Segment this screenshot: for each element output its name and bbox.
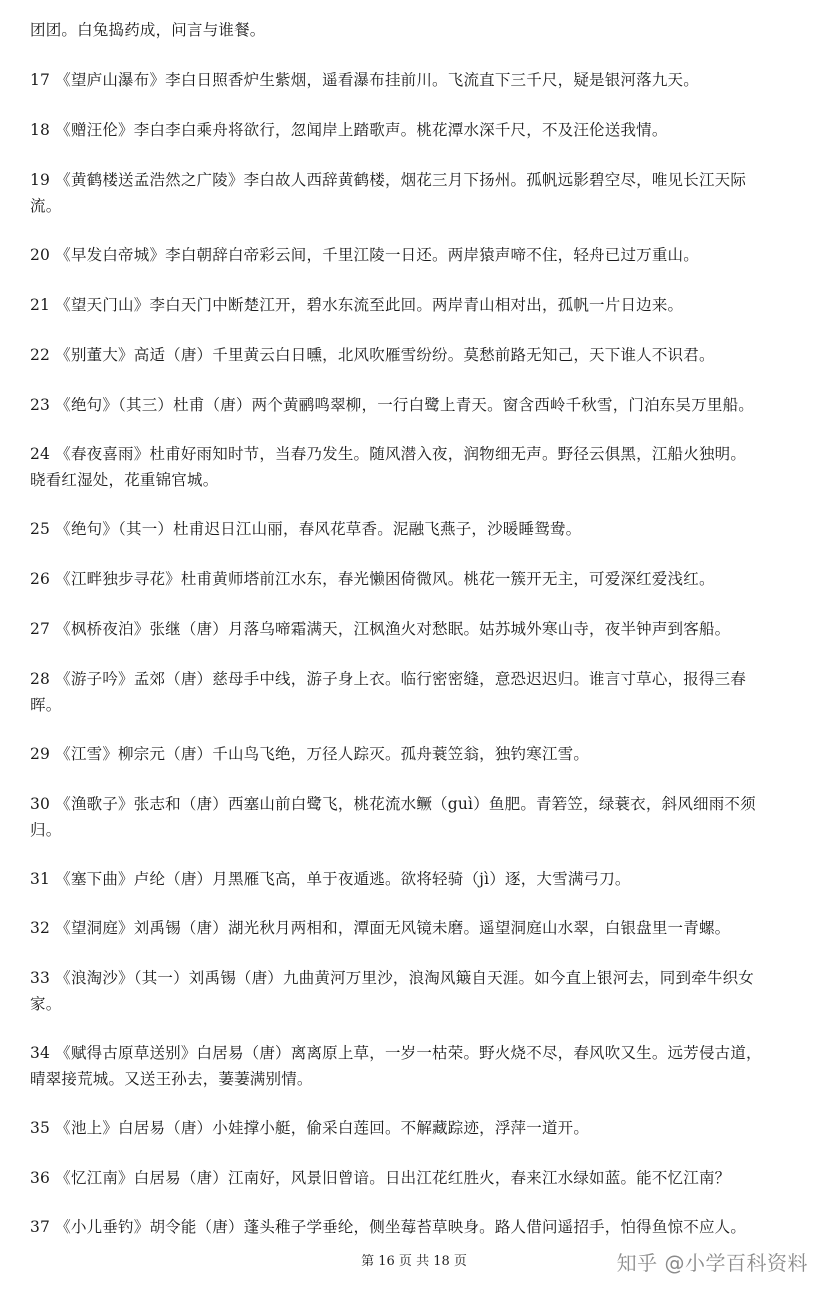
poem-33-continued: 家。 [30, 995, 62, 1013]
poem-25: 25 《绝句》（其一）杜甫迟日江山丽，春风花草香。泥融飞燕子，沙暖睡鸳鸯。 [30, 520, 582, 538]
text-line: 团团。白兔捣药成，问言与谁餐。 [30, 21, 266, 39]
poem-24-continued: 晓看红湿处，花重锦官城。 [30, 471, 219, 489]
poem-27: 27 《枫桥夜泊》张继（唐）月落乌啼霜满天，江枫渔火对愁眠。姑苏城外寒山寺，夜半钟声到客船。 [30, 620, 731, 638]
poem-18: 18 《赠汪伦》李白李白乘舟将欲行，忽闻岸上踏歌声。桃花潭水深千尺，不及汪伦送我情。 [30, 121, 668, 139]
poem-37: 37 《小儿垂钓》胡令能（唐）蓬头稚子学垂纶，侧坐莓苔草映身。路人借问遥招手，怕得鱼惊不应人。 [30, 1218, 747, 1236]
poem-19-continued: 流。 [30, 197, 62, 215]
poem-31: 31 《塞下曲》卢纶（唐）月黑雁飞高，单于夜遁逃。欲将轻骑（jì）逐，大雪满弓刀。 [30, 870, 631, 888]
poem-33: 33 《浪淘沙》（其一）刘禹锡（唐）九曲黄河万里沙，浪淘风簸自天涯。如今直上银河去，同到牵牛织女 [30, 969, 755, 987]
poem-34-continued: 晴翠接荒城。又送王孙去，萋萋满别情。 [30, 1070, 313, 1088]
poem-17: 17 《望庐山瀑布》李白日照香炉生紫烟，遥看瀑布挂前川。飞流直下三千尺，疑是银河落九天。 [30, 71, 699, 89]
poem-24: 24 《春夜喜雨》杜甫好雨知时节，当春乃发生。随风潜入夜，润物细无声。野径云俱黑，江船火独明。 [30, 445, 747, 463]
poem-32: 32 《望洞庭》刘禹锡（唐）湖光秋月两相和，潭面无风镜未磨。遥望洞庭山水翠，白银盘里一青螺。 [30, 919, 731, 937]
poem-30: 30 《渔歌子》张志和（唐）西塞山前白鹭飞，桃花流水鳜（guì）鱼肥。青箬笠，绿蓑衣，斜风细雨不须 [30, 795, 756, 813]
poem-35: 35 《池上》白居易（唐）小娃撑小艇，偷采白莲回。不解藏踪迹，浮萍一道开。 [30, 1119, 590, 1137]
poem-26: 26 《江畔独步寻花》杜甫黄师塔前江水东，春光懒困倚微风。桃花一簇开无主，可爱深红爱浅红。 [30, 570, 715, 588]
poem-30-continued: 归。 [30, 821, 62, 839]
poem-29: 29 《江雪》柳宗元（唐）千山鸟飞绝，万径人踪灭。孤舟蓑笠翁，独钓寒江雪。 [30, 745, 590, 763]
poem-36: 36 《忆江南》白居易（唐）江南好，风景旧曾谙。日出江花红胜火，春来江水绿如蓝。能不忆江南？ [30, 1169, 731, 1187]
poem-28-continued: 晖。 [30, 696, 62, 714]
page-number: 第 16 页 共 18 页 [361, 1254, 467, 1269]
poem-34: 34 《赋得古原草送别》白居易（唐）离离原上草，一岁一枯荣。野火烧不尽，春风吹又生。远芳侵古道， [30, 1044, 762, 1062]
poem-22: 22 《别董大》高适（唐）千里黄云白日曛，北风吹雁雪纷纷。莫愁前路无知己，天下谁人不识君。 [30, 346, 715, 364]
poem-20: 20 《早发白帝城》李白朝辞白帝彩云间，千里江陵一日还。两岸猿声啼不住，轻舟已过万重山。 [30, 246, 699, 264]
poem-23: 23 《绝句》（其三）杜甫（唐）两个黄鹂鸣翠柳，一行白鹭上青天。窗含西岭千秋雪，门泊东吴万里船。 [30, 396, 755, 414]
poem-28: 28 《游子吟》孟郊（唐）慈母手中线，游子身上衣。临行密密缝，意恐迟迟归。谁言寸草心，报得三春 [30, 670, 747, 688]
poem-21: 21 《望天门山》李白天门中断楚江开，碧水东流至此回。两岸青山相对出，孤帆一片日边来。 [30, 296, 684, 314]
zhihu-watermark: 知乎 @小学百科资料 [616, 1251, 808, 1275]
poem-19: 19 《黄鹤楼送孟浩然之广陵》李白故人西辞黄鹤楼，烟花三月下扬州。孤帆远影碧空尽，唯见长江天际 [30, 171, 747, 189]
